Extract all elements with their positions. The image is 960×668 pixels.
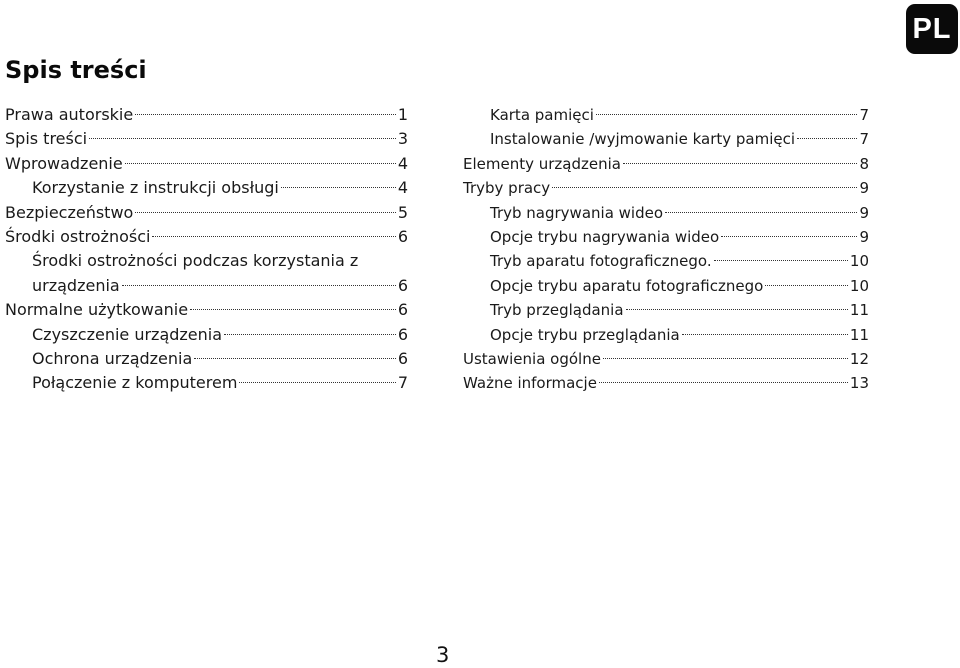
language-badge: PL	[906, 4, 958, 54]
toc-entry-page: 5	[397, 202, 408, 222]
toc-entry-page: 7	[397, 373, 408, 393]
dot-leader	[765, 285, 848, 286]
toc-entry-page: 6	[397, 324, 408, 344]
toc-entry-label: Połączenie z komputerem	[32, 373, 238, 393]
dot-leader	[596, 114, 858, 115]
toc-entry-opcje-trybu-aparatu[interactable]	[463, 274, 869, 298]
toc-entry-label: Instalowanie /wyjmowanie karty pamięci	[490, 130, 796, 149]
toc-entry-karta-pamieci[interactable]	[463, 103, 869, 127]
toc-entry-page: 7	[859, 130, 869, 149]
toc-entry-prawa-autorskie[interactable]	[5, 103, 408, 127]
toc-entry-page: 3	[397, 129, 408, 149]
toc-entry-label: Tryb aparatu fotograficznego.	[490, 252, 712, 271]
toc-entry-page: 10	[849, 276, 869, 295]
toc-entry-page: 11	[849, 325, 869, 344]
dot-leader	[626, 309, 848, 310]
dot-leader	[599, 382, 848, 383]
toc-entry-label: Opcje trybu nagrywania wideo	[490, 227, 720, 246]
dot-leader	[135, 212, 395, 213]
dot-leader	[682, 334, 848, 335]
toc-entry-label: Ważne informacje	[463, 374, 597, 393]
toc-entry-label: Elementy urządzenia	[463, 154, 621, 173]
dot-leader	[714, 260, 848, 261]
toc-entry-ustawienia-ogolne[interactable]	[463, 347, 869, 371]
toc-entry-tryb-aparatu[interactable]	[463, 249, 869, 273]
toc-entry-srodki-ostroznosci-podczas-cont[interactable]	[5, 274, 408, 298]
toc-entry-page: 4	[397, 178, 408, 198]
toc-entry-page: 8	[859, 154, 869, 173]
dot-leader	[122, 285, 396, 286]
toc-entry-label: Karta pamięci	[490, 106, 594, 124]
dot-leader	[125, 163, 396, 164]
toc-entry-label: Tryb przeglądania	[490, 301, 624, 320]
dot-leader	[281, 187, 396, 188]
toc-entry-wazne-informacje[interactable]	[463, 371, 869, 395]
dot-leader	[623, 163, 857, 164]
toc-entry-polaczenie-z-komputerem[interactable]	[5, 371, 408, 395]
toc-entry-page: 9	[859, 203, 869, 222]
dot-leader	[603, 358, 848, 359]
toc-entry-label: Ochrona urządzenia	[32, 348, 193, 368]
toc-entry-page: 13	[849, 374, 869, 393]
toc-entry-tryb-przegladania[interactable]	[463, 298, 869, 322]
page-number: 3	[436, 643, 450, 667]
dot-leader	[135, 114, 396, 115]
page-title: Spis treści	[5, 56, 147, 84]
toc-entry-page: 6	[397, 226, 408, 246]
toc-entry-srodki-ostroznosci-podczas[interactable]	[5, 249, 408, 273]
toc-entry-label: Tryby pracy	[463, 179, 551, 198]
toc-entry-srodki-ostroznosci[interactable]	[5, 225, 408, 249]
toc-entry-tryb-nagrywania-wideo[interactable]	[463, 201, 869, 225]
toc-entry-label: Wprowadzenie	[5, 153, 123, 173]
dot-leader	[665, 212, 857, 213]
toc-entry-elementy-urzadzenia[interactable]	[463, 152, 869, 176]
dot-leader	[194, 358, 396, 359]
toc-entry-label: Prawa autorskie	[5, 105, 134, 124]
toc-entry-spis-tresci[interactable]	[5, 127, 408, 151]
toc-right-column	[463, 103, 869, 396]
toc-entry-normalne-uzytkowanie[interactable]	[5, 298, 408, 322]
dot-leader	[552, 187, 857, 188]
toc-left-column	[5, 103, 408, 396]
toc-entry-instalowanie-karty[interactable]	[463, 127, 869, 151]
toc-entry-page: 9	[859, 179, 869, 198]
toc-entry-page: 9	[859, 227, 869, 246]
toc-entry-opcje-trybu-nagrywania[interactable]	[463, 225, 869, 249]
toc-entry-page: 10	[849, 252, 869, 271]
toc-entry-label: Środki ostrożności	[5, 226, 151, 246]
toc-entry-page: 6	[397, 300, 408, 320]
toc-entry-label: Normalne użytkowanie	[5, 300, 189, 320]
toc-entry-page: 4	[397, 153, 408, 173]
toc-entry-label: Środki ostrożności podczas korzystania z	[32, 251, 359, 271]
toc-entry-tryby-pracy[interactable]	[463, 176, 869, 200]
toc-entry-label: urządzenia	[32, 275, 120, 295]
toc-entry-page: 6	[397, 348, 408, 368]
toc-entry-label: Tryb nagrywania wideo	[490, 203, 664, 222]
dot-leader	[89, 138, 396, 139]
toc-entry-label: Opcje trybu przeglądania	[490, 325, 680, 344]
toc-entry-korzystanie-z-instrukcji[interactable]	[5, 176, 408, 200]
toc-entry-page: 12	[849, 349, 869, 368]
toc-entry-page: 11	[849, 301, 869, 320]
toc-entry-page: 1	[397, 105, 408, 124]
toc-entry-label: Ustawienia ogólne	[463, 349, 601, 368]
toc-entry-page: 6	[397, 275, 408, 295]
toc-entry-label: Czyszczenie urządzenia	[32, 324, 223, 344]
toc-entry-ochrona-urzadzenia[interactable]	[5, 347, 408, 371]
dot-leader	[152, 236, 395, 237]
toc-entry-label: Korzystanie z instrukcji obsługi	[32, 178, 279, 198]
dot-leader	[797, 138, 857, 139]
dot-leader	[721, 236, 857, 237]
toc-entry-page: 7	[859, 106, 869, 124]
toc-entry-opcje-trybu-przegladania[interactable]	[463, 323, 869, 347]
toc-entry-bezpieczenstwo[interactable]	[5, 201, 408, 225]
dot-leader	[239, 382, 395, 383]
dot-leader	[190, 309, 396, 310]
toc-entry-label: Bezpieczeństwo	[5, 202, 134, 222]
toc-entry-label: Spis treści	[5, 129, 88, 149]
toc-entry-wprowadzenie[interactable]	[5, 152, 408, 176]
toc-entry-czyszczenie-urzadzenia[interactable]	[5, 323, 408, 347]
dot-leader	[224, 334, 396, 335]
toc-entry-label: Opcje trybu aparatu fotograficznego	[490, 276, 764, 295]
